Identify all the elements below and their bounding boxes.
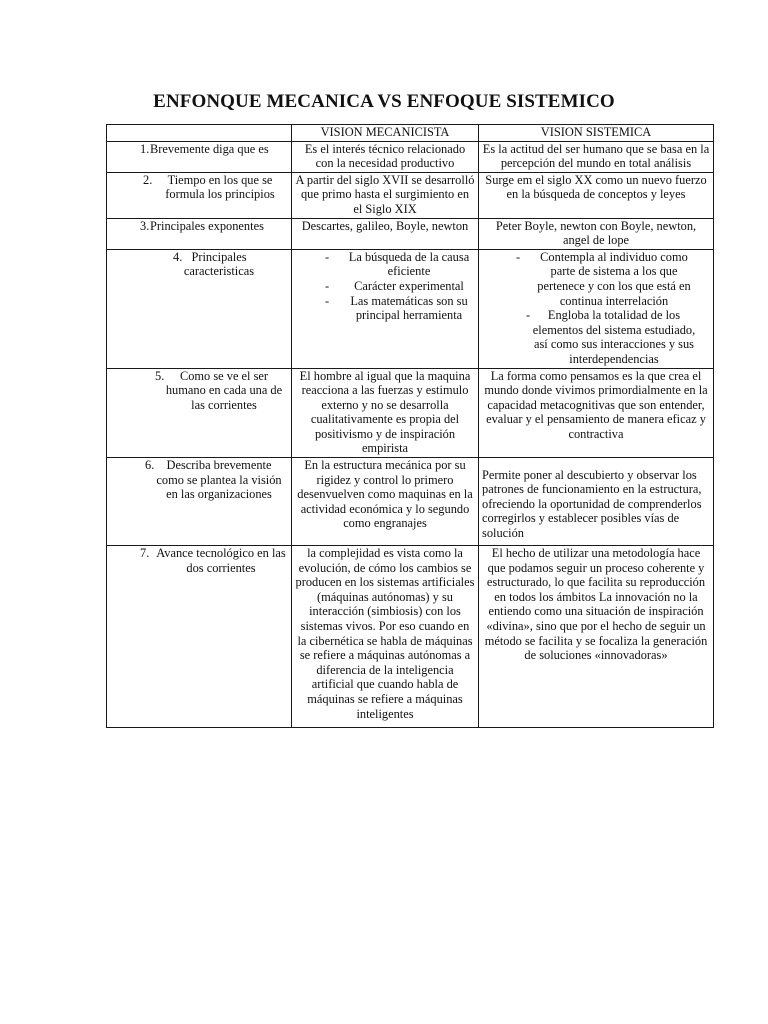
header-cell-empty bbox=[107, 125, 292, 142]
question-text: Principales exponentes bbox=[150, 218, 264, 233]
question-number: 7. bbox=[140, 546, 150, 561]
table-row bbox=[107, 172, 714, 218]
sistemica-cell: Surge em el siglo XX como un nuevo fuerzo en la búsqueda de conceptos y leyes bbox=[479, 172, 714, 218]
mecanicista-cell: En la estructura mecánica por su rigidez y control lo primero desenvuelven como maquinas en la actividad económica y lo segundo como engranajes bbox=[292, 458, 479, 546]
question-cell bbox=[107, 546, 292, 728]
question-text: Como se ve el ser humano en cada una de las corrientes bbox=[165, 368, 283, 412]
question-text: Principales caracteristicas bbox=[183, 249, 255, 279]
question-number: 5. bbox=[155, 368, 165, 383]
table-row bbox=[107, 546, 714, 728]
mecanicista-cell: la complejidad es vista como la evolución, de cómo los cambios se producen en los sistemas artificiales (máquinas autónomas) y su interacción (simbiosis) con los sistemas vivos. Por eso cuando en la cibernética se habla de máquinas se refiere a máquinas autónomas a diferencia de la inteligencia artificial que cuando habla de máquinas se refiere a máquinas inteligentes bbox=[292, 546, 479, 728]
header-vision-sistemica: VISION SISTEMICA bbox=[479, 125, 714, 142]
comparison-table bbox=[106, 124, 714, 728]
question-text: Describa brevemente como se plantea la visión en las organizaciones bbox=[156, 458, 282, 502]
sistemica-cell: Permite poner al descubierto y observar los patrones de funcionamiento en la estructura, ofreciendo la oportunidad de comprenderlos corregirlos y establecer posibles vías de solución bbox=[479, 458, 714, 546]
question-number: 1. bbox=[140, 141, 150, 156]
question-text: Avance tecnológico en las dos corrientes bbox=[156, 546, 286, 575]
table-row bbox=[107, 141, 714, 172]
table-row bbox=[107, 249, 714, 368]
mecanicista-cell: A partir del siglo XVII se desarrolló que primo hasta el surgimiento en el Siglo XIX bbox=[292, 172, 479, 218]
question-cell bbox=[107, 249, 292, 368]
question-number: 3. bbox=[140, 218, 150, 233]
mecanicista-cell: El hombre al igual que la maquina reacciona a las fuerzas y estimulo externo y no se desarrolla cualitativamente es propia del positivismo y de inspiración empirista bbox=[292, 368, 479, 458]
question-cell bbox=[107, 368, 292, 458]
table-row bbox=[107, 368, 714, 458]
sistemica-cell: La forma como pensamos es la que crea el mundo donde vivimos primordialmente en la capacidad metacognitivas que son entender, evaluar y el pensamiento de manera eficaz y contractiva bbox=[479, 368, 714, 458]
question-cell bbox=[107, 172, 292, 218]
sistemica-cell: Peter Boyle, newton con Boyle, newton, angel de lope bbox=[479, 218, 714, 249]
table-header-row bbox=[107, 125, 714, 142]
list-item: - Carácter experimental bbox=[325, 278, 464, 293]
table-row bbox=[107, 218, 714, 249]
question-cell bbox=[107, 141, 292, 172]
list-item: - Las matemáticas son su principal herramienta bbox=[325, 293, 468, 323]
list-item: - Contempla al individuo como parte de sistema a los que pertenece y con los que está en continua interrelación bbox=[516, 249, 691, 308]
list-item: - Engloba la totalidad de los elementos del sistema estudiado, así como sus interacciones y sus interdependencias bbox=[526, 308, 696, 366]
sistemica-characteristics-list bbox=[482, 250, 710, 367]
header-vision-mecanicista: VISION MECANICISTA bbox=[292, 125, 479, 142]
sistemica-cell: El hecho de utilizar una metodología hace que podamos seguir un proceso coherente y estructurado, lo que facilita su reproducción en todos los ámbitos La innovación no la entiendo como una situación de inspiración «divina», sino que por el hecho de seguir un método se facilita y se focaliza la generación de soluciones «innovadoras» bbox=[479, 546, 714, 728]
question-number: 6. bbox=[145, 458, 155, 473]
sistemica-cell bbox=[479, 249, 714, 368]
table-row bbox=[107, 458, 714, 546]
question-text: Tiempo en los que se formula los principios bbox=[165, 172, 275, 202]
question-cell bbox=[107, 218, 292, 249]
mecanicista-characteristics-list bbox=[295, 250, 475, 323]
question-number: 4. bbox=[173, 249, 183, 264]
document-title: ENFONQUE MECANICA VS ENFOQUE SISTEMICO bbox=[153, 91, 615, 112]
question-number: 2. bbox=[143, 172, 153, 187]
mecanicista-cell: Descartes, galileo, Boyle, newton bbox=[292, 218, 479, 249]
mecanicista-cell bbox=[292, 249, 479, 368]
question-text: Brevemente diga que es bbox=[150, 141, 269, 156]
list-item: - La búsqueda de la causa eficiente bbox=[325, 249, 470, 279]
mecanicista-cell: Es el interés técnico relacionado con la necesidad productivo bbox=[292, 141, 479, 172]
question-cell bbox=[107, 458, 292, 546]
sistemica-cell: Es la actitud del ser humano que se basa en la percepción del mundo en total análisis bbox=[479, 141, 714, 172]
